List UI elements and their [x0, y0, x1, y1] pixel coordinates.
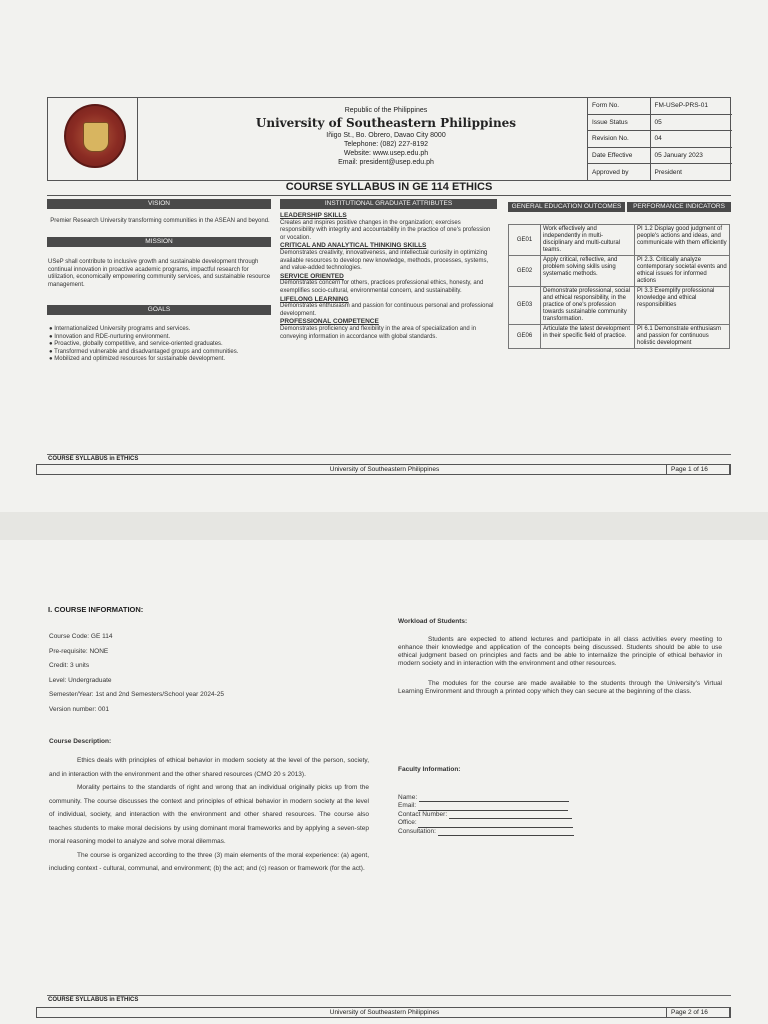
faculty-office-line [418, 821, 573, 828]
ge-outcomes-heading: GENERAL EDUCATION OUTCOMES [508, 202, 625, 212]
ge-outcome: Apply critical, reflective, and problem solving skills using systematic methods. [541, 256, 635, 287]
meta-label: Issue Status [588, 114, 650, 130]
university-seal-icon [64, 104, 126, 168]
iga-title: SERVICE ORIENTED [280, 272, 344, 280]
document-header [47, 97, 731, 181]
workload-paragraph: Students are expected to attend lectures and participate in all class activities every meeting to enhance their knowledge and application of the concepts being discussed. Students should be able to use ethical judgment based on principles and facts and be able to internalize the principle of ethical behavior in modern society and in interaction with the environment and other resources. [398, 636, 722, 667]
table-row [509, 256, 730, 287]
ge-code: GE01 [509, 225, 541, 256]
goal-item: ● Mobilized and optimized resources for sustainable development. [49, 356, 226, 363]
goal-item: ● Transformed vulnerable and disadvantaged groups and communities. [49, 348, 239, 355]
iga-text: Demonstrates creativity, innovativeness, and intellectual curiosity in optimizing available resources to develop new knowledge, methods, processes, systems, and value-added technologies. [280, 249, 489, 272]
meta-label: Form No. [588, 98, 650, 114]
footer-divider [47, 995, 731, 996]
vision-heading: VISION [47, 199, 271, 209]
footer-box [36, 1007, 731, 1018]
workload-paragraph: The modules for the course are made available to the students through the University's Virtual Learning Environment and through a printed copy which they can secure at the beginning of the class. [398, 680, 722, 695]
ge-outcome: Demonstrate professional, social and ethical responsibility, in the practice of one's profession towards sustainable community transformation. [541, 287, 635, 325]
iga-list [280, 212, 497, 341]
iga-title: PROFESSIONAL COMPETENCE [280, 318, 379, 326]
footer-university: University of Southeastern Philippines [329, 1009, 440, 1016]
page-number: Page 2 of 16 [666, 1007, 730, 1018]
iga-text: Demonstrates enthusiasm and passion for continuous personal and professional development. [280, 303, 494, 317]
faculty-consultation-line [438, 829, 574, 836]
performance-indicators-heading: PERFORMANCE INDICATORS [627, 202, 731, 212]
iga-title: LEADERSHIP SKILLS [280, 212, 347, 219]
email-text: Email: president@usep.edu.ph [338, 159, 434, 166]
telephone-text: Telephone: (082) 227-8192 [343, 141, 429, 148]
iga-text: Demonstrates concern for others, practices professional ethics, honesty, and exemplifies socio-cultural, environmental concern, and sustainability. [280, 280, 484, 294]
faculty-name-label: Name: [398, 794, 418, 801]
vision-text: Premier Research University transforming communities in the ASEAN and beyond. [50, 218, 270, 224]
address-text: Iñigo St., Bo. Obrero, Davao City 8000 [326, 132, 446, 139]
faculty-name-line [419, 795, 569, 802]
pre-requisite: Pre-requisite: NONE [49, 647, 109, 655]
goal-item: ● Innovation and RDE-nurturing environment. [49, 333, 171, 340]
faculty-info-fields [398, 794, 578, 836]
meta-value: FM-USeP-PRS-01 [650, 98, 732, 114]
description-paragraph: Morality pertains to the standards of right and wrong that an individual originally picks up from the community. The course discusses the context and principles of ethical behavior in modern society at the level of individual, society, and interaction with the environment and other shared resources. The course also teaches students to make moral decisions by using dominant moral frameworks and by applying a seven-step moral reasoning model to analyze and solve moral dilemmas. [49, 784, 369, 845]
course-info-list [49, 630, 349, 718]
course-info-heading: I. COURSE INFORMATION: [48, 605, 144, 614]
meta-value: 04 [650, 131, 732, 147]
faculty-office-label: Office: [398, 819, 417, 827]
ge-outcome: Articulate the latest development in their specific field of practice. [541, 325, 635, 349]
iga-title: CRITICAL AND ANALYTICAL THINKING SKILLS [280, 242, 427, 250]
ge-code: GE03 [509, 287, 541, 325]
footer-university: University of Southeastern Philippines [329, 466, 440, 473]
ge-indicator: PI 1.2 Display good judgment of people's actions and ideas, and communicate with them efficiently [635, 225, 730, 256]
workload-heading: Workload of Students: [398, 618, 468, 625]
iga-text: Creates and inspires positive changes in the organization; exercises responsibility with integrity and accountability in the practice of one's profession or vocation. [280, 219, 491, 241]
mission-text: USeP shall contribute to inclusive growth and sustainable development through continual innovation in proactive academic programs, impactful research for utilization, economically empowering community services, and sustainable resource management. [48, 259, 271, 288]
faculty-contact-line [449, 812, 572, 819]
ge-outcome: Work effectively and independently in multi-disciplinary and multi-cultural teams. [541, 225, 635, 256]
iga-text: Demonstrates proficiency and flexibility in the area of specialization and in conveying information in accordance with global standards. [280, 325, 477, 340]
page-number: Page 1 of 16 [666, 464, 730, 475]
header-center [138, 98, 634, 180]
syllabus-title: COURSE SYLLABUS IN GE 114 ETHICS [47, 181, 731, 196]
footer-box [36, 464, 731, 475]
course-description [49, 754, 369, 876]
page-gap [0, 512, 768, 540]
meta-value: President [654, 168, 682, 176]
meta-value: 05 January 2023 [650, 147, 732, 163]
table-row [509, 287, 730, 325]
meta-label: Approved by [588, 164, 650, 180]
footer-course-label: COURSE SYLLABUS in ETHICS [48, 456, 139, 462]
credit: Credit: 3 units [49, 662, 90, 670]
university-seal-box [48, 98, 138, 180]
goals-heading: GOALS [47, 305, 271, 315]
iga-heading: INSTITUTIONAL GRADUATE ATTRIBUTES [280, 199, 497, 209]
syllabus-page-2 [0, 540, 768, 1024]
workload-text [398, 636, 722, 696]
document-meta-table [587, 98, 732, 180]
ge-indicator: PI 2.3. Critically analyze contemporary societal events and ethical issues for informed actions [635, 256, 730, 287]
meta-label: Revision No. [588, 131, 650, 147]
faculty-email-label: Email: [398, 802, 417, 810]
faculty-email-line [418, 804, 568, 811]
semester-year: Semester/Year: 1st and 2nd Semesters/School year 2024-25 [49, 691, 225, 699]
ge-code: GE02 [509, 256, 541, 287]
goals-list [49, 326, 273, 364]
level: Level: Undergraduate [49, 676, 112, 684]
faculty-contact-label: Contact Number: [398, 810, 448, 818]
iga-title: LIFELONG LEARNING [280, 295, 349, 303]
university-name: University of Southeastern Philippines [255, 116, 517, 130]
description-paragraph: Ethics deals with principles of ethical behavior in modern society at the level of the person, society, and in interaction with the environment and the other shared resources (CMO 20 s 2013). [49, 757, 369, 778]
website-text: Website: www.usep.edu.ph [343, 150, 429, 157]
goal-item: ● Internationalized University programs and services. [49, 326, 191, 332]
version-number: Version number: 001 [49, 705, 109, 713]
footer-course-label: COURSE SYLLABUS in ETHICS [48, 997, 139, 1003]
course-code: Course Code: GE 114 [49, 633, 113, 640]
ge-indicator: PI 6.1 Demonstrate enthusiasm and passion for continuous holistic development [635, 325, 730, 349]
table-row [509, 225, 730, 256]
meta-value: 05 [650, 114, 732, 130]
table-row [509, 325, 730, 349]
faculty-info-heading: Faculty Information: [398, 766, 461, 773]
footer-divider [47, 454, 731, 455]
mission-heading: MISSION [47, 237, 271, 247]
description-paragraph: The course is organized according to the three (3) main elements of the moral experience: (a) agent, including context - cultural, communal, and environment; (b) the act; and (c) reason or framework (for the act). [49, 851, 369, 872]
faculty-consultation-label: Consultation: [398, 827, 436, 835]
ge-code: GE06 [509, 325, 541, 349]
republic-text: Republic of the Philippines [344, 107, 428, 114]
meta-label: Date Effective [588, 147, 650, 163]
ge-indicator: PI 3.3 Exemplify professional knowledge and ethical responsibilities [635, 287, 730, 325]
ge-outcomes-table [508, 224, 730, 349]
course-description-heading: Course Description: [49, 738, 112, 745]
goal-item: ● Proactive, globally competitive, and service-oriented graduates. [49, 341, 223, 348]
